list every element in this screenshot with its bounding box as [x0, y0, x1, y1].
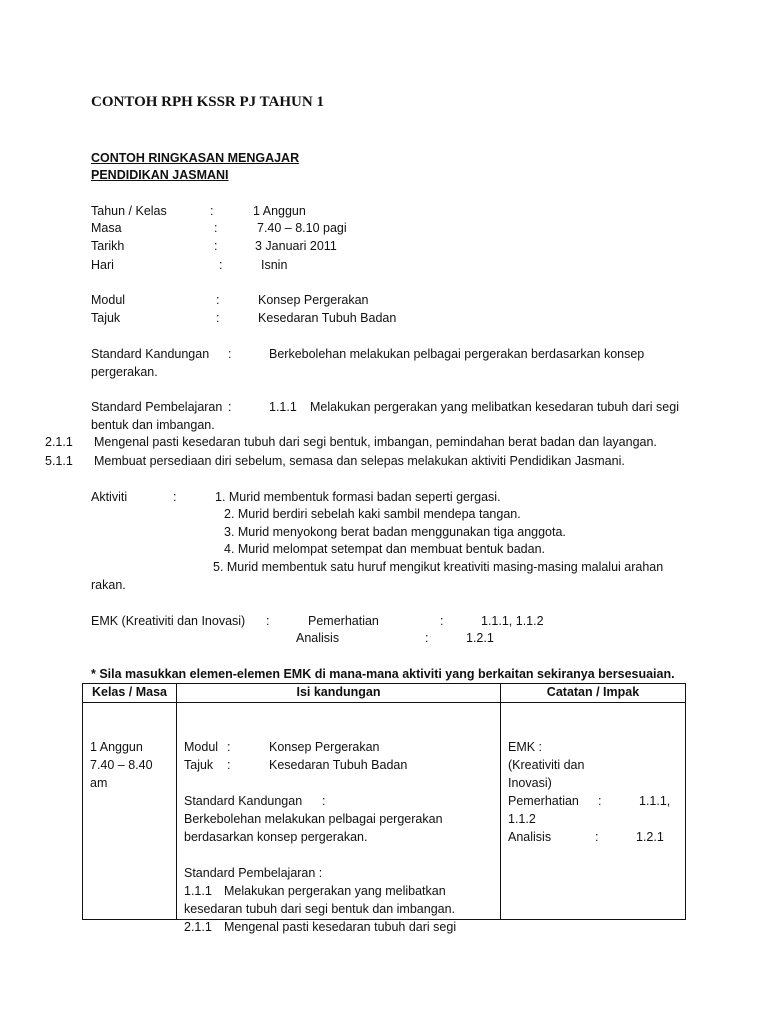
- masa-text: 7.40 – 8.40: [90, 758, 153, 772]
- extra-standard-code: 2.1.1: [45, 435, 73, 449]
- aktiviti-label: Aktiviti: [91, 490, 128, 504]
- table-header: Isi kandungan: [177, 684, 501, 703]
- aktiviti-item-wrap: rakan.: [91, 578, 126, 592]
- subheading-pendidikan: PENDIDIKAN JASMANI: [91, 168, 229, 182]
- info-colon: :: [595, 830, 599, 844]
- isi-modul-label: Modul: [184, 740, 219, 754]
- table-cell-kelas: [83, 703, 177, 920]
- info-label-masa: Masa: [91, 221, 122, 235]
- lesson-table: [82, 683, 686, 934]
- info-value-tajuk: Kesedaran Tubuh Badan: [258, 311, 397, 325]
- catatan-kreativiti: (Kreativiti dan: [508, 758, 585, 772]
- emk-item-name: Analisis: [296, 631, 340, 645]
- standard-kandungan-text: Berkebolehan melakukan pelbagai pergerakan berdasarkan konsep: [269, 347, 645, 361]
- info-colon: :: [227, 758, 231, 772]
- info-label-tajuk: Tajuk: [91, 311, 121, 325]
- info-colon: :: [228, 400, 232, 414]
- info-label-hari: Hari: [91, 258, 114, 272]
- info-colon: :: [598, 794, 602, 808]
- kelas-text: 1 Anggun: [90, 740, 143, 754]
- table-header-row: [83, 684, 686, 703]
- info-colon: :: [173, 490, 177, 504]
- standard-kandungan-label: Standard Kandungan: [91, 347, 210, 361]
- standard-pembelajaran-code: 1.1.1: [269, 400, 297, 414]
- table-row: [83, 703, 686, 920]
- aktiviti-item: 5. Murid membentuk satu huruf mengikut kreativiti masing-masing malalui arahan: [213, 560, 664, 574]
- info-colon: :: [425, 631, 429, 645]
- subheading-ringkasan: CONTOH RINGKASAN MENGAJAR: [91, 151, 300, 165]
- isi-tajuk-value: Kesedaran Tubuh Badan: [269, 758, 408, 772]
- isi-sp-code: 2.1.1: [184, 920, 212, 934]
- standard-pembelajaran-text: Melakukan pergerakan yang melibatkan kesedaran tubuh dari segi: [310, 400, 679, 414]
- info-colon: :: [440, 614, 444, 628]
- extra-standard-text: Membuat persediaan diri sebelum, semasa dan selepas melakukan aktiviti Pendidikan Jasmani.: [94, 454, 625, 468]
- extra-standard-code: 5.1.1: [45, 454, 73, 468]
- catatan-analisis-label: Analisis: [508, 830, 552, 844]
- catatan-pemerhatian-value-wrap: 1.1.2: [508, 812, 536, 826]
- masa-text-wrap: am: [90, 776, 108, 790]
- table-cell-isi: [177, 703, 501, 934]
- info-colon: :: [216, 293, 220, 307]
- aktiviti-item: 3. Murid menyokong berat badan menggunakan tiga anggota.: [224, 525, 566, 539]
- standard-kandungan-text-wrap: pergerakan.: [91, 365, 158, 379]
- info-label-modul: Modul: [91, 293, 126, 307]
- info-colon: :: [214, 239, 218, 253]
- info-colon: :: [227, 740, 231, 754]
- aktiviti-item: 4. Murid melompat setempat dan membuat bentuk badan.: [224, 542, 546, 556]
- isi-sp-code: 1.1.1: [184, 884, 212, 898]
- emk-item-value: 1.2.1: [466, 631, 494, 645]
- info-colon: :: [214, 221, 218, 235]
- catatan-emk: EMK :: [508, 740, 543, 754]
- emk-note: * Sila masukkan elemen-elemen EMK di mana-mana aktiviti yang berkaitan sekiranya bersesuaian.: [91, 667, 675, 681]
- table-header: Kelas / Masa: [83, 684, 177, 703]
- aktiviti-item: 1. Murid membentuk formasi badan seperti gergasi.: [215, 490, 501, 504]
- info-colon: :: [210, 204, 214, 218]
- isi-sp-text: Melakukan pergerakan yang melibatkan: [224, 884, 446, 898]
- info-colon: :: [322, 794, 326, 808]
- extra-standard-text: Mengenal pasti kesedaran tubuh dari segi bentuk, imbangan, pemindahan berat badan dan layangan.: [94, 435, 657, 449]
- info-value-tahun: 1 Anggun: [253, 204, 306, 218]
- isi-sp-label: Standard Pembelajaran :: [184, 866, 323, 880]
- standard-pembelajaran-label: Standard Pembelajaran: [91, 400, 223, 414]
- catatan-pemerhatian-label: Pemerhatian: [508, 794, 579, 808]
- catatan-pemerhatian-value: 1.1.1,: [639, 794, 671, 808]
- isi-sk-label: Standard Kandungan: [184, 794, 303, 808]
- info-value-modul: Konsep Pergerakan: [258, 293, 369, 307]
- info-colon: :: [216, 311, 220, 325]
- isi-sp-text: Mengenal pasti kesedaran tubuh dari segi: [224, 920, 457, 934]
- isi-sk-text: Berkebolehan melakukan pelbagai pergerakan: [184, 812, 443, 826]
- table-cell-catatan: [501, 703, 686, 920]
- emk-item-value: 1.1.1, 1.1.2: [481, 614, 544, 628]
- page-title: CONTOH RPH KSSR PJ TAHUN 1: [91, 94, 324, 110]
- catatan-inovasi: Inovasi): [508, 776, 552, 790]
- info-colon: :: [266, 614, 270, 628]
- info-label-tarikh: Tarikh: [91, 239, 125, 253]
- info-colon: :: [228, 347, 232, 361]
- isi-modul-value: Konsep Pergerakan: [269, 740, 380, 754]
- emk-label: EMK (Kreativiti dan Inovasi): [91, 614, 246, 628]
- aktiviti-item: 2. Murid berdiri sebelah kaki sambil mendepa tangan.: [224, 507, 521, 521]
- isi-tajuk-label: Tajuk: [184, 758, 214, 772]
- table-header: Catatan / Impak: [501, 684, 686, 703]
- standard-pembelajaran-text-wrap: bentuk dan imbangan.: [91, 418, 215, 432]
- info-value-hari: Isnin: [261, 258, 288, 272]
- info-value-tarikh: 3 Januari 2011: [255, 239, 337, 253]
- emk-item-name: Pemerhatian: [308, 614, 379, 628]
- info-label-tahun: Tahun / Kelas: [91, 204, 167, 218]
- info-value-masa: 7.40 – 8.10 pagi: [257, 221, 347, 235]
- isi-sk-text-wrap: berdasarkan konsep pergerakan.: [184, 830, 368, 844]
- catatan-analisis-value: 1.2.1: [636, 830, 664, 844]
- info-colon: :: [219, 258, 223, 272]
- isi-sp-text-wrap: kesedaran tubuh dari segi bentuk dan imbangan.: [184, 902, 456, 916]
